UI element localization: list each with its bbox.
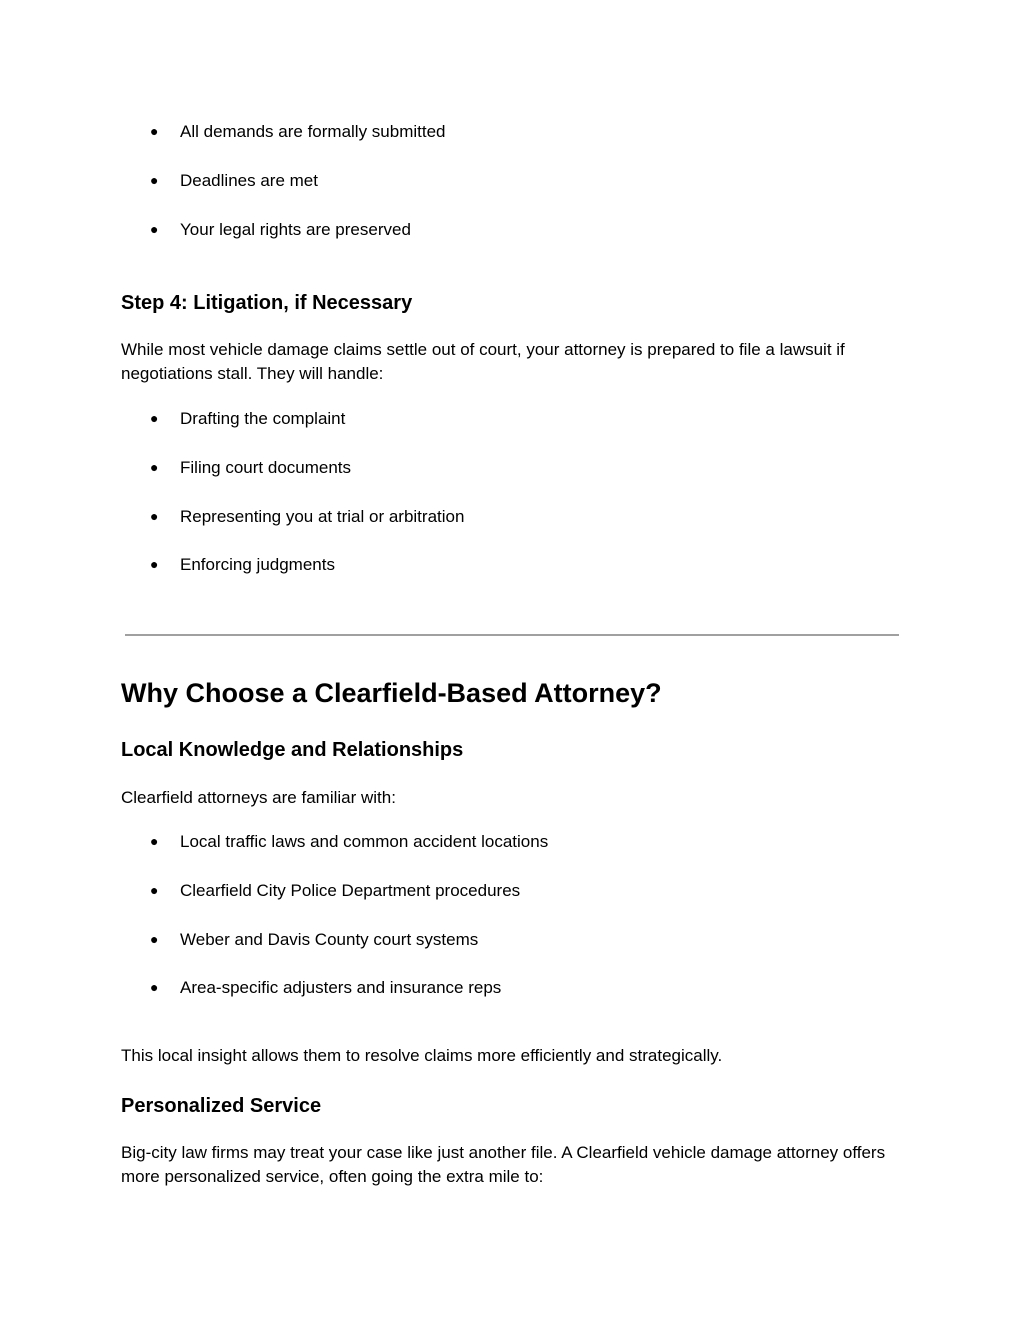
page-heading-why-choose: Why Choose a Clearfield-Based Attorney?	[121, 678, 662, 708]
bullet-icon: ●	[150, 459, 159, 475]
list-item-text: Clearfield City Police Department procedures	[180, 881, 521, 900]
list-item-text: Weber and Davis County court systems	[180, 930, 479, 949]
bullet-icon: ●	[150, 508, 159, 524]
horizontal-divider	[125, 634, 899, 636]
bullet-icon: ●	[150, 931, 159, 947]
list-item	[150, 121, 446, 142]
list-item-text: Deadlines are met	[180, 171, 318, 190]
list-item	[150, 880, 520, 901]
list-item	[150, 408, 345, 429]
section-heading-step4: Step 4: Litigation, if Necessary	[121, 292, 413, 314]
list-item-text: Representing you at trial or arbitration	[180, 507, 465, 526]
list-item-text: Filing court documents	[180, 458, 352, 477]
list-item	[150, 977, 501, 998]
list-item	[150, 457, 351, 478]
list-item-text: Area-specific adjusters and insurance reps	[180, 978, 502, 997]
list-item	[150, 506, 464, 527]
list-item	[150, 554, 335, 575]
paragraph-local-intro: Clearfield attorneys are familiar with:	[121, 788, 396, 807]
list-item-text: Your legal rights are preserved	[180, 220, 411, 239]
bullet-icon: ●	[150, 833, 159, 849]
section-heading-personalized-service: Personalized Service	[121, 1095, 322, 1117]
list-item-text: Drafting the complaint	[180, 409, 346, 428]
paragraph-local-outro: This local insight allows them to resolve claims more efficiently and strategically.	[121, 1046, 723, 1065]
list-item-text: Local traffic laws and common accident locations	[180, 832, 549, 851]
bullet-icon: ●	[150, 172, 159, 188]
list-item	[150, 170, 318, 191]
list-item-text: Enforcing judgments	[180, 555, 335, 574]
bullet-icon: ●	[150, 123, 159, 139]
bullet-icon: ●	[150, 882, 159, 898]
bullet-icon: ●	[150, 979, 159, 995]
list-item	[150, 929, 478, 950]
list-item	[150, 831, 548, 852]
bullet-icon: ●	[150, 556, 159, 572]
section-heading-local-knowledge: Local Knowledge and Relationships	[121, 739, 464, 761]
bullet-icon: ●	[150, 221, 159, 237]
list-item-text: All demands are formally submitted	[180, 122, 446, 141]
paragraph-personalized-service: Big-city law firms may treat your case like just another file. A Clearfield vehicle damage attorney offers more personalized service, often going the extra mile to:	[121, 1143, 886, 1186]
bullet-icon: ●	[150, 410, 159, 426]
paragraph-step4: While most vehicle damage claims settle out of court, your attorney is prepared to file a lawsuit if negotiations stall. They will handle:	[121, 340, 845, 383]
list-item	[150, 219, 411, 240]
